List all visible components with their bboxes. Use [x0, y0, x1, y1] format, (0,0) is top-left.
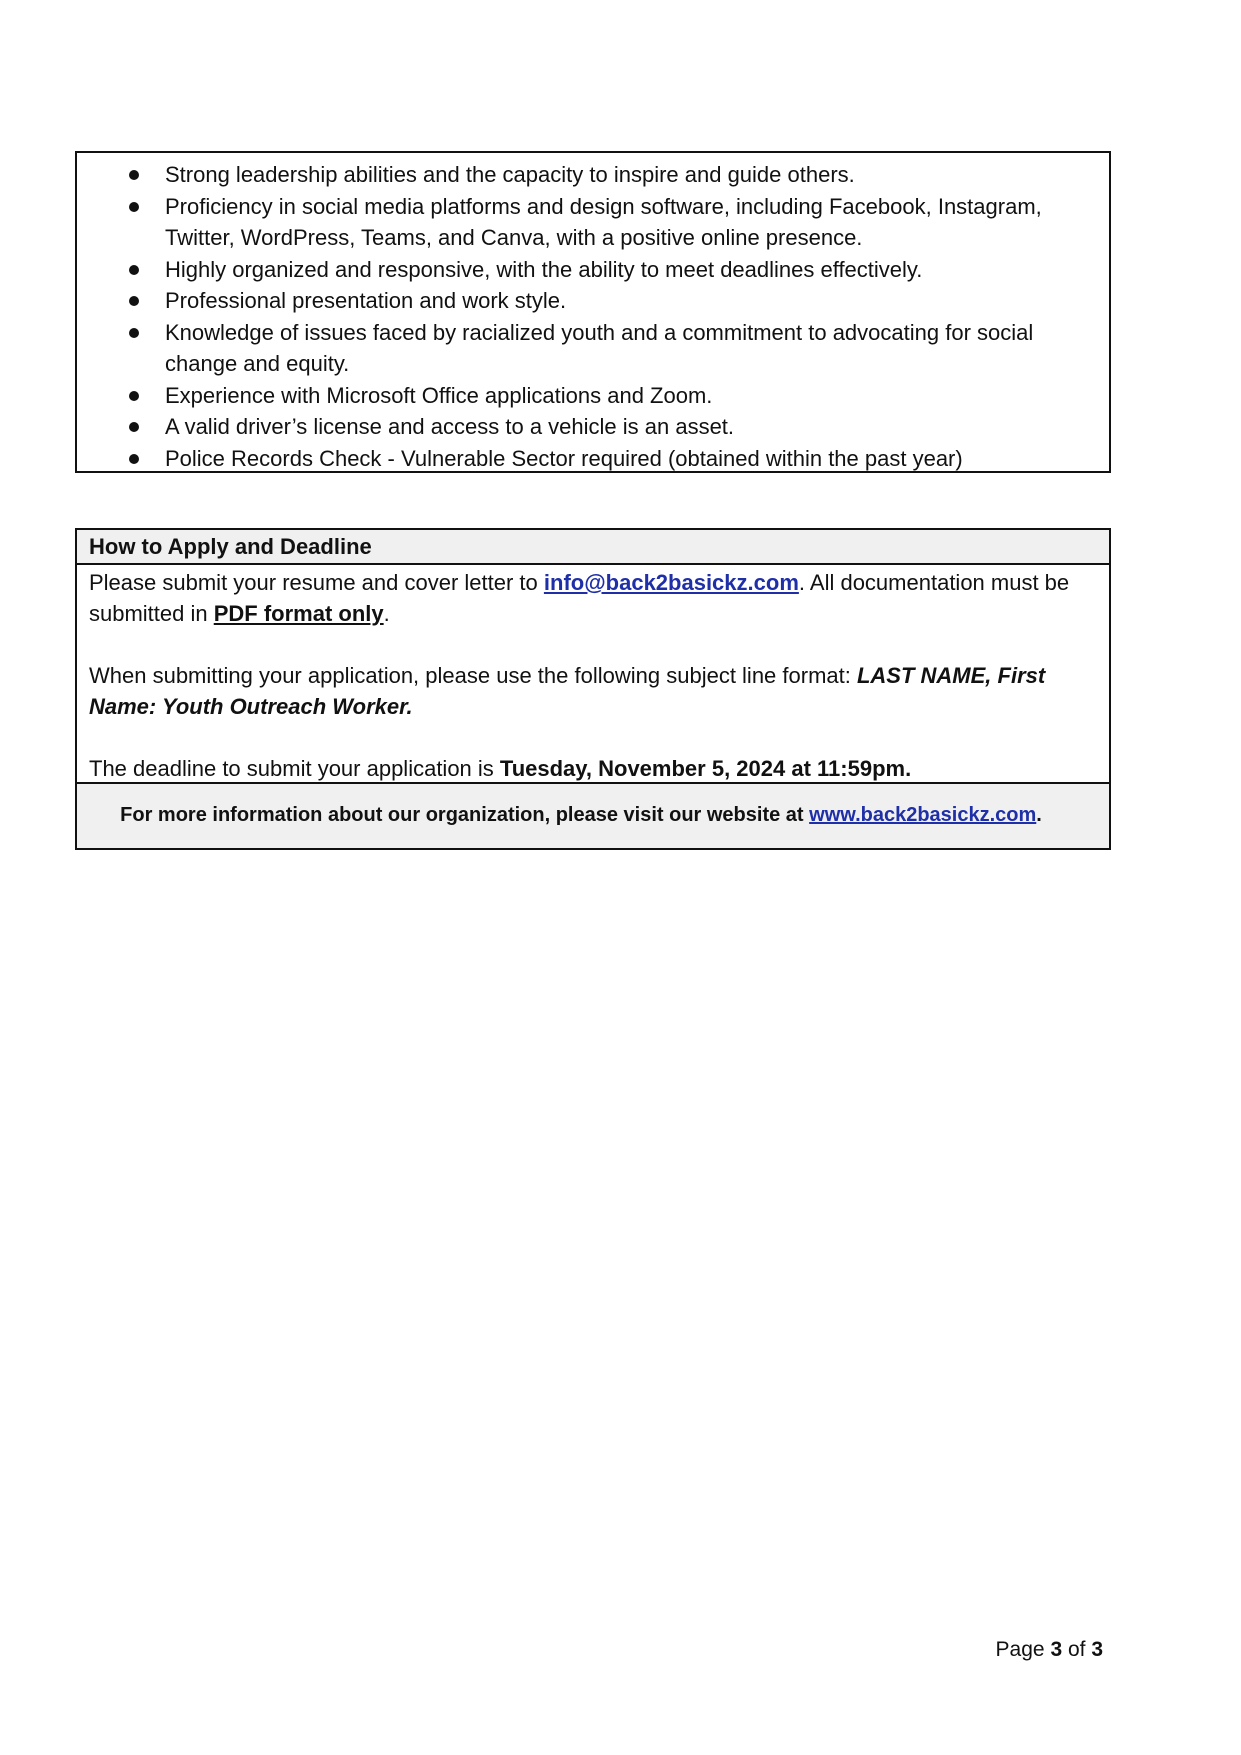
subject-format: LAST NAME, First Name: Youth Outreach Worker.	[89, 663, 1046, 719]
website-link[interactable]: www.back2basickz.com	[809, 804, 1037, 826]
deadline-text: The deadline to submit your application is	[89, 756, 500, 781]
list-item: Experience with Microsoft Office applications and Zoom.	[77, 380, 1089, 412]
apply-paragraph-deadline	[89, 753, 1097, 784]
deadline-date: Tuesday, November 5, 2024 at 11:59pm.	[499, 756, 912, 781]
list-item: A valid driver’s license and access to a vehicle is an asset.	[77, 411, 1089, 443]
page-label: Page	[995, 1638, 1051, 1661]
qualifications-box	[75, 151, 1111, 473]
submit-text-mid: . All documentation must be submitted in	[89, 570, 1070, 626]
submit-text-end: .	[383, 601, 390, 626]
page-total: 3	[1091, 1638, 1103, 1661]
footer-text: For more information about our organization, please visit our website at	[120, 804, 810, 826]
submit-text: Please submit your resume and cover letter to	[89, 570, 544, 595]
list-item: Proficiency in social media platforms and design software, including Facebook, Instagram, Twitter, WordPress, Teams, and Canva, with a positive online presence.	[77, 191, 1089, 254]
list-item: Highly organized and responsive, with the ability to meet deadlines effectively.	[77, 254, 1089, 286]
qualifications-list	[77, 153, 1109, 474]
email-link[interactable]: info@back2basickz.com	[543, 570, 799, 595]
list-item: Strong leadership abilities and the capacity to inspire and guide others.	[77, 159, 1089, 191]
apply-box	[75, 528, 1111, 850]
apply-paragraph-submit	[89, 567, 1097, 629]
apply-heading: How to Apply and Deadline	[77, 530, 1109, 565]
list-item: Police Records Check - Vulnerable Sector required (obtained within the past year)	[77, 443, 1089, 475]
footer-suffix: .	[1036, 804, 1042, 826]
subject-text: When submitting your application, please use the following subject line format:	[89, 663, 857, 688]
list-item: Professional presentation and work style.	[77, 285, 1089, 317]
apply-body	[77, 565, 1109, 784]
page-number	[996, 1638, 1103, 1662]
page-current: 3	[1050, 1638, 1063, 1661]
list-item: Knowledge of issues faced by racialized youth and a commitment to advocating for social change and equity.	[77, 317, 1089, 380]
website-footer	[77, 782, 1109, 848]
page-of: of	[1062, 1638, 1092, 1661]
pdf-only-text: PDF format only	[213, 601, 384, 626]
apply-paragraph-subject	[89, 660, 1097, 722]
